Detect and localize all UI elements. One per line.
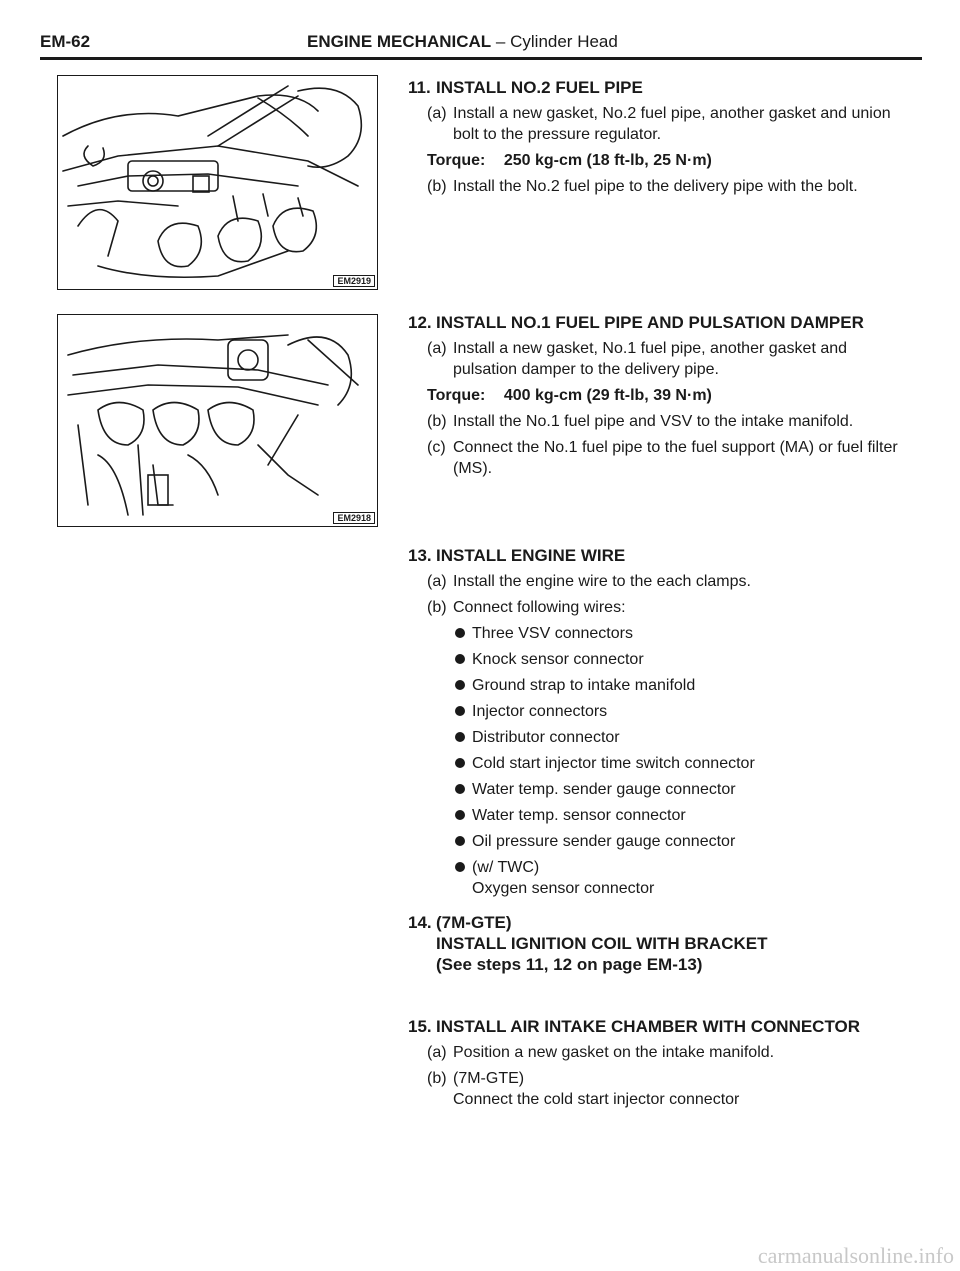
torque-value: 400 kg-cm (29 ft-lb, 39 N·m): [503, 387, 712, 404]
engine-illustration-1: [58, 76, 377, 289]
item-label: (b): [427, 178, 447, 195]
bullet-icon: [455, 732, 465, 742]
item-label: (a): [427, 1044, 447, 1061]
item-label: (a): [427, 573, 447, 590]
bullet-icon: [455, 862, 465, 872]
step-14-line-2: INSTALL IGNITION COIL WITH BRACKET: [436, 934, 768, 953]
section-name: Cylinder Head: [510, 32, 618, 51]
figure-fuel-pipe-no1: [57, 314, 378, 527]
item-text: Install the engine wire to the each clamps.: [453, 573, 751, 590]
watermark: carmanualsonline.info: [757, 1243, 954, 1268]
step-title: (7M-GTE): [436, 913, 512, 932]
torque-label: Torque:: [427, 152, 486, 169]
step-14-reference: (See steps 11, 12 on page EM-13): [436, 955, 703, 974]
item-text: Position a new gasket on the intake manifold.: [453, 1044, 775, 1061]
bullet-icon: [455, 758, 465, 768]
figure-code: EM2919: [333, 275, 375, 287]
item-label: (a): [427, 105, 447, 122]
item-text: Install a new gasket, No.1 fuel pipe, another gasket and pulsation damper to the delivery pipe.: [453, 340, 848, 378]
step-item-a: [427, 571, 908, 592]
item-text: Install the No.1 fuel pipe and VSV to the intake manifold.: [453, 413, 854, 430]
step-13: [408, 546, 908, 899]
item-text: Install a new gasket, No.2 fuel pipe, another gasket and union bolt to the pressure regulator.: [453, 105, 891, 143]
chapter-title: [307, 32, 618, 52]
bullet-icon: [455, 784, 465, 794]
torque-spec: [427, 385, 908, 406]
item-label: (b): [427, 413, 447, 430]
step-heading: [408, 78, 908, 98]
torque-label: Torque:: [427, 387, 486, 404]
step-heading: [408, 1017, 908, 1037]
step-number: 12.: [408, 313, 432, 332]
list-item: Ground strap to intake manifold: [453, 675, 908, 696]
step-12: [408, 313, 908, 479]
step-heading: [408, 546, 908, 566]
step-14: [408, 913, 908, 975]
list-item: Cold start injector time switch connector: [453, 753, 908, 774]
step-number: 14.: [408, 913, 432, 932]
step-item-b: [427, 411, 908, 432]
bullet-icon: [455, 654, 465, 664]
figure-code: EM2918: [333, 512, 375, 524]
item-label: (c): [427, 439, 446, 456]
step-number: 11.: [408, 78, 431, 97]
list-item: Knock sensor connector: [453, 649, 908, 670]
item-label: (b): [427, 599, 447, 616]
bullet-icon: [455, 628, 465, 638]
list-item: Distributor connector: [453, 727, 908, 748]
step-item-a: [427, 338, 908, 380]
step-title: INSTALL ENGINE WIRE: [436, 546, 626, 565]
bullet-icon: [455, 810, 465, 820]
header-rule: [40, 57, 922, 60]
list-item: Water temp. sender gauge connector: [453, 779, 908, 800]
item-text: Connect the No.1 fuel pipe to the fuel support (MA) or fuel filter (MS).: [453, 439, 898, 477]
bullet-icon: [455, 706, 465, 716]
engine-illustration-2: [58, 315, 377, 526]
torque-value: 250 kg-cm (18 ft-lb, 25 N·m): [503, 152, 712, 169]
list-item: Oil pressure sender gauge connector: [453, 831, 908, 852]
bullet-icon: [455, 836, 465, 846]
step-11: [408, 78, 908, 197]
wire-connector-list: [453, 623, 908, 899]
step-item-a: [427, 103, 908, 145]
step-item-c: [427, 437, 908, 479]
step-title: INSTALL NO.1 FUEL PIPE AND PULSATION DAMPER: [436, 313, 864, 332]
item-text: (7M-GTE): [453, 1070, 525, 1087]
step-title: INSTALL AIR INTAKE CHAMBER WITH CONNECTOR: [436, 1017, 861, 1036]
chapter-name: ENGINE MECHANICAL: [307, 32, 492, 51]
step-number: 15.: [408, 1017, 432, 1036]
step-number: 13.: [408, 546, 432, 565]
item-label: (a): [427, 340, 447, 357]
step-item-b: [427, 1068, 908, 1110]
step-15: [408, 1017, 908, 1110]
item-label: (b): [427, 1070, 447, 1087]
list-item: [453, 857, 908, 899]
bullet-icon: [455, 680, 465, 690]
step-item-b: [427, 597, 908, 618]
page-header: [40, 28, 922, 58]
list-item: Injector connectors: [453, 701, 908, 722]
step-heading: [408, 913, 908, 933]
item-text: Install the No.2 fuel pipe to the delivery pipe with the bolt.: [453, 178, 858, 195]
step-item-b: [427, 176, 908, 197]
step-title: INSTALL NO.2 FUEL PIPE: [436, 78, 643, 97]
bullet-line-2: Oxygen sensor connector: [472, 880, 655, 897]
bullet-line-1: (w/ TWC): [472, 859, 540, 876]
figure-fuel-pipe-no2: [57, 75, 378, 290]
torque-spec: [427, 150, 908, 171]
list-item: Three VSV connectors: [453, 623, 908, 644]
chapter-separator: –: [495, 32, 506, 51]
step-item-a: [427, 1042, 908, 1063]
list-item: Water temp. sensor connector: [453, 805, 908, 826]
item-text-line-2: Connect the cold start injector connector: [453, 1091, 740, 1108]
item-text: Connect following wires:: [453, 599, 626, 616]
page-number: EM-62: [40, 32, 91, 51]
step-heading: [408, 313, 908, 333]
